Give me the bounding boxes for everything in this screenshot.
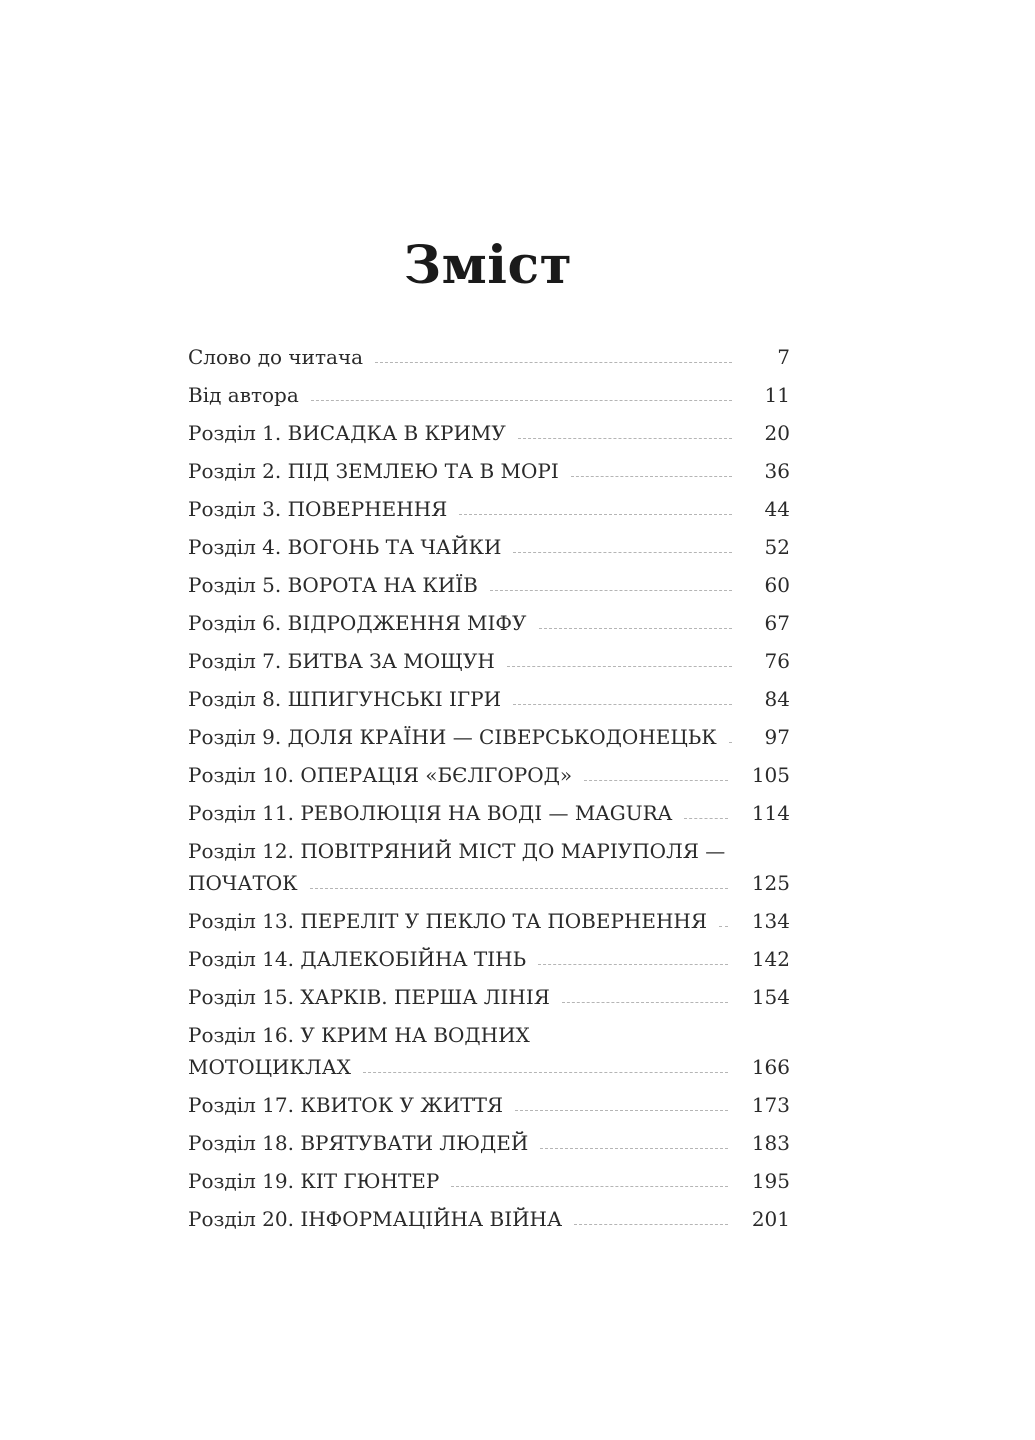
- toc-entry-title: Розділ 8. ШПИГУНСЬКІ ІГРИ: [188, 687, 502, 711]
- toc-entry-page-number: 52: [764, 535, 790, 559]
- toc-entry: [188, 1162, 790, 1200]
- toc-entry: [188, 642, 790, 680]
- dotted-leader: [729, 742, 732, 743]
- toc-entry-title: Розділ 19. КІТ ГЮНТЕР: [188, 1169, 440, 1193]
- toc-entry-title: МОТОЦИКЛАХ: [188, 1055, 352, 1079]
- toc-entry-page-number: 195: [751, 1169, 790, 1193]
- toc-entry-page-number: 67: [764, 611, 790, 635]
- toc-entry: [188, 940, 790, 978]
- toc-entry-page-number: 44: [764, 497, 790, 521]
- dotted-leader: [375, 362, 732, 363]
- toc-entry-title: Розділ 5. ВОРОТА НА КИЇВ: [188, 573, 478, 597]
- toc-entry: [188, 718, 790, 756]
- dotted-leader: [490, 590, 732, 591]
- toc-entry-title: ПОЧАТОК: [188, 871, 298, 895]
- page-title: Зміст: [403, 234, 573, 296]
- toc-entry-title: Від автора: [188, 383, 299, 407]
- toc-entry-title: Розділ 11. РЕВОЛЮЦІЯ НА ВОДІ — MAGURA: [188, 801, 673, 825]
- dotted-leader: [571, 476, 732, 477]
- toc-entry: [188, 604, 790, 642]
- toc-entry-page-number: 36: [764, 459, 790, 483]
- toc-entry: [188, 978, 790, 1016]
- toc-entry-page-number: 154: [751, 985, 790, 1009]
- toc-entry-title: Розділ 6. ВІДРОДЖЕННЯ МІФУ: [188, 611, 527, 635]
- toc-entry-title: Розділ 10. ОПЕРАЦІЯ «БЄЛГОРОД»: [188, 763, 573, 787]
- toc-entry: [188, 1016, 790, 1086]
- toc-entry: [188, 376, 790, 414]
- toc-entry: [188, 902, 790, 940]
- toc-entry-page-number: 134: [751, 909, 790, 933]
- dotted-leader: [539, 628, 733, 629]
- dotted-leader: [562, 1002, 728, 1003]
- toc-entry: [188, 794, 790, 832]
- toc-entry-page-number: 183: [751, 1131, 790, 1155]
- toc-entry-title: Розділ 3. ПОВЕРНЕННЯ: [188, 497, 448, 521]
- toc-entry-page-number: 173: [751, 1093, 790, 1117]
- toc-entry: [188, 756, 790, 794]
- toc-entry-page-number: 7: [777, 345, 790, 369]
- toc-entry: [188, 338, 790, 376]
- dotted-leader: [584, 780, 728, 781]
- dotted-leader: [540, 1148, 728, 1149]
- toc-entry-page-number: 84: [764, 687, 790, 711]
- toc-entry: [188, 490, 790, 528]
- toc-entry-title: Розділ 17. КВИТОК У ЖИТТЯ: [188, 1093, 504, 1117]
- table-of-contents: [188, 338, 790, 1238]
- toc-entry-page-number: 60: [764, 573, 790, 597]
- dotted-leader: [515, 1110, 728, 1111]
- toc-entry-page-number: 97: [764, 725, 790, 749]
- toc-entry: [188, 452, 790, 490]
- toc-entry-title: Розділ 9. ДОЛЯ КРАЇНИ — СІВЕРСЬКОДОНЕЦЬК: [188, 725, 717, 749]
- toc-entry-title: Розділ 20. ІНФОРМАЦІЙНА ВІЙНА: [188, 1207, 563, 1231]
- dotted-leader: [574, 1224, 728, 1225]
- toc-entry-title: Розділ 14. ДАЛЕКОБІЙНА ТІНЬ: [188, 947, 527, 971]
- toc-entry-title: Розділ 16. У КРИМ НА ВОДНИХ: [188, 1023, 530, 1047]
- toc-entry: [188, 1200, 790, 1238]
- toc-entry-page-number: 166: [751, 1055, 790, 1079]
- dotted-leader: [684, 818, 728, 819]
- dotted-leader: [513, 552, 732, 553]
- dotted-leader: [451, 1186, 727, 1187]
- dotted-leader: [363, 1072, 728, 1073]
- toc-entry-page-number: 142: [751, 947, 790, 971]
- dotted-leader: [518, 438, 732, 439]
- toc-entry-page-number: 20: [764, 421, 790, 445]
- toc-entry-page-number: 201: [751, 1207, 790, 1231]
- toc-entry-title: Розділ 12. ПОВІТРЯНИЙ МІСТ ДО МАРІУПОЛЯ —: [188, 839, 726, 863]
- dotted-leader: [459, 514, 732, 515]
- toc-entry: [188, 566, 790, 604]
- toc-entry-page-number: 11: [764, 383, 790, 407]
- toc-entry-title: Розділ 13. ПЕРЕЛІТ У ПЕКЛО ТА ПОВЕРНЕННЯ: [188, 909, 708, 933]
- toc-entry: [188, 680, 790, 718]
- dotted-leader: [507, 666, 732, 667]
- toc-entry: [188, 1086, 790, 1124]
- toc-entry-title: Розділ 18. ВРЯТУВАТИ ЛЮДЕЙ: [188, 1131, 529, 1155]
- dotted-leader: [311, 400, 732, 401]
- dotted-leader: [310, 888, 728, 889]
- dotted-leader: [538, 964, 728, 965]
- toc-entry-page-number: 114: [751, 801, 790, 825]
- toc-entry-title: Розділ 4. ВОГОНЬ ТА ЧАЙКИ: [188, 535, 502, 559]
- toc-entry: [188, 414, 790, 452]
- toc-entry-title: Слово до читача: [188, 345, 364, 369]
- toc-entry: [188, 528, 790, 566]
- toc-entry-title: Розділ 15. ХАРКІВ. ПЕРША ЛІНІЯ: [188, 985, 550, 1009]
- toc-entry-title: Розділ 2. ПІД ЗЕМЛЕЮ ТА В МОРІ: [188, 459, 559, 483]
- toc-entry-page-number: 125: [751, 871, 790, 895]
- dotted-leader: [513, 704, 732, 705]
- toc-entry-title: Розділ 1. ВИСАДКА В КРИМУ: [188, 421, 506, 445]
- dotted-leader: [719, 926, 728, 927]
- toc-entry: [188, 832, 790, 902]
- toc-entry: [188, 1124, 790, 1162]
- toc-entry-page-number: 76: [764, 649, 790, 673]
- toc-entry-title: Розділ 7. БИТВА ЗА МОЩУН: [188, 649, 495, 673]
- toc-entry-page-number: 105: [751, 763, 790, 787]
